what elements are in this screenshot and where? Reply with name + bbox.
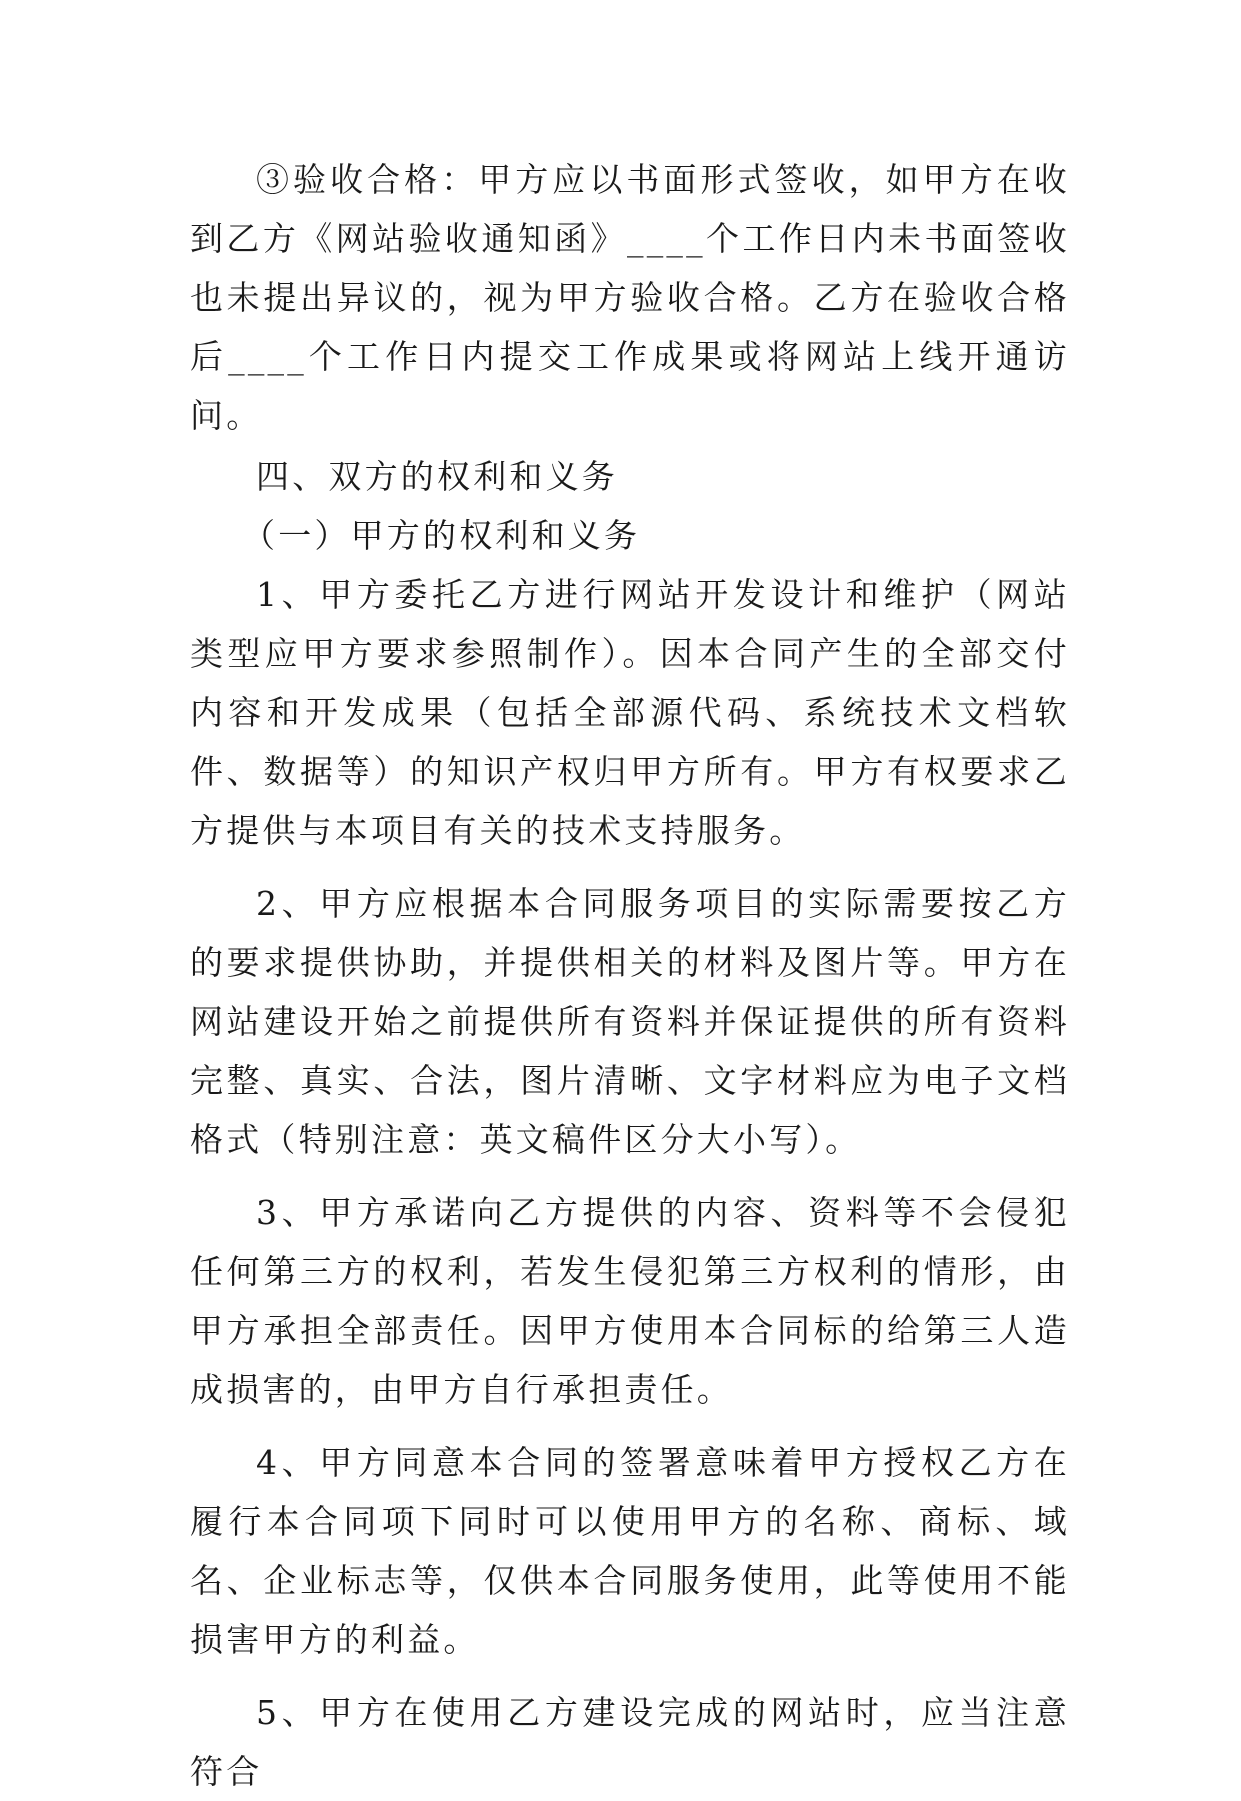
clause-item-3: 3、甲方承诺向乙方提供的内容、资料等不会侵犯任何第三方的权利，若发生侵犯第三方权利的情形，由甲方承担全部责任。因甲方使用本合同标的给第三人造成损害的，由甲方自行承担责任。 <box>190 1193 1070 1409</box>
clause-item-4: 4、甲方同意本合同的签署意味着甲方授权乙方在履行本合同项下同时可以使用甲方的名称、商标、域名、企业标志等，仅供本合同服务使用，此等使用不能损害甲方的利益。 <box>190 1443 1070 1659</box>
subsection-title: （一）甲方的权利和义务 <box>242 516 641 555</box>
document-body <box>190 150 1070 1801</box>
clause-item-2: 2、甲方应根据本合同服务项目的实际需要按乙方的要求提供协助，并提供相关的材料及图片等。甲方在网站建设开始之前提供所有资料并保证提供的所有资料完整、真实、合法，图片清晰、文字材料应为电子文档格式（特别注意：英文稿件区分大小写）。 <box>190 884 1070 1159</box>
acceptance-paragraph: ③验收合格：甲方应以书面形式签收，如甲方在收到乙方《网站验收通知函》____个工作日内未书面签收也未提出异议的，视为甲方验收合格。乙方在验收合格后____个工作日内提交工作成果或将网站上线开通访问。 <box>190 160 1070 435</box>
section-title: 四、双方的权利和义务 <box>256 457 618 496</box>
clause-item-5: 5、甲方在使用乙方建设完成的网站时，应当注意符合 <box>190 1693 1070 1791</box>
clause-item-1: 1、甲方委托乙方进行网站开发设计和维护（网站类型应甲方要求参照制作）。因本合同产生的全部交付内容和开发成果（包括全部源代码、系统技术文档软件、数据等）的知识产权归甲方所有。甲方有权要求乙方提供与本项目有关的技术支持服务。 <box>190 575 1070 850</box>
